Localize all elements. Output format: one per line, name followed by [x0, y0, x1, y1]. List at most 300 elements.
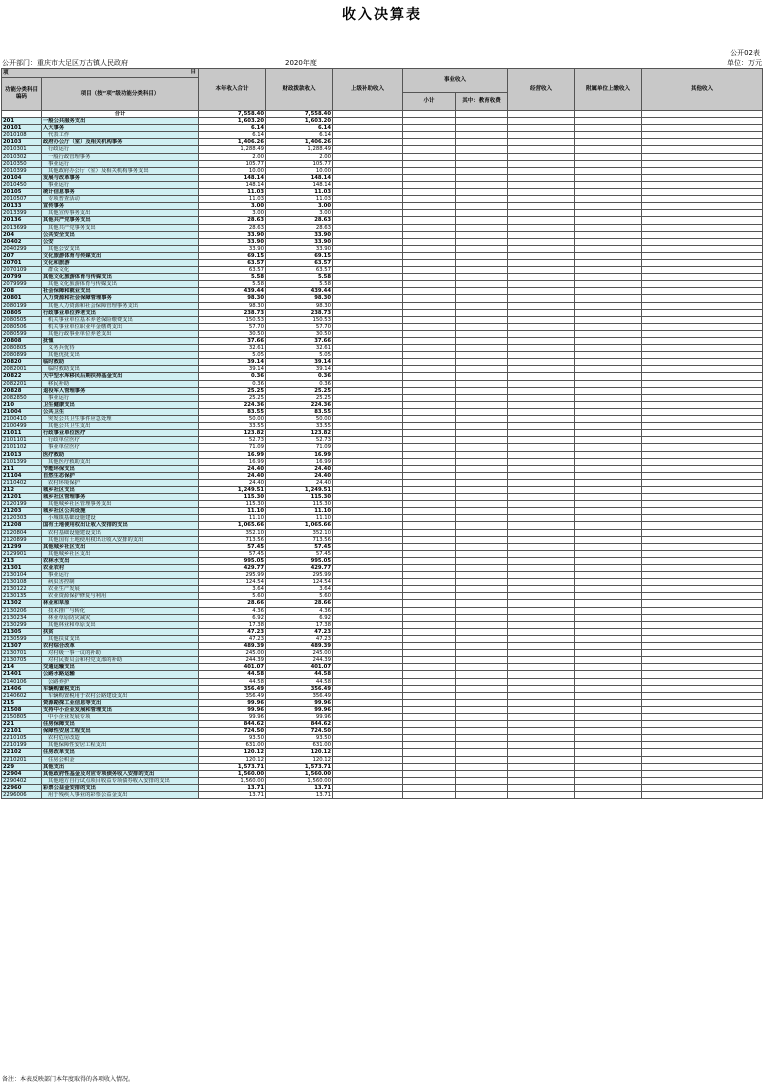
empty-cell [456, 345, 508, 352]
row-fiscal-grant: 57.45 [266, 543, 333, 550]
row-code: 2070109 [2, 267, 42, 274]
empty-cell [456, 401, 508, 408]
empty-cell [403, 692, 456, 699]
empty-cell [403, 735, 456, 742]
empty-cell [333, 274, 403, 281]
empty-cell [403, 316, 456, 323]
row-name: 林业草原防灾减灾 [42, 614, 199, 621]
row-fiscal-grant: 24.40 [266, 472, 333, 479]
row-name: 城乡社区管理事务 [42, 494, 199, 501]
row-total-income: 120.12 [199, 749, 266, 756]
empty-cell [508, 586, 575, 593]
row-fiscal-grant: 5.58 [266, 281, 333, 288]
empty-cell [333, 671, 403, 678]
empty-cell [508, 437, 575, 444]
row-code: 212 [2, 486, 42, 493]
row-code: 2079999 [2, 281, 42, 288]
table-row [2, 189, 763, 196]
row-fiscal-grant: 50.00 [266, 416, 333, 423]
empty-cell [456, 352, 508, 359]
empty-cell [403, 245, 456, 252]
row-total-income: 39.14 [199, 359, 266, 366]
empty-cell [575, 416, 642, 423]
row-code: 2100410 [2, 416, 42, 423]
empty-cell [456, 323, 508, 330]
row-fiscal-grant: 13.71 [266, 784, 333, 791]
row-code: 2101102 [2, 444, 42, 451]
empty-cell [333, 784, 403, 791]
empty-cell [333, 706, 403, 713]
empty-cell [642, 238, 763, 245]
row-name: 城乡社区公共设施 [42, 508, 199, 515]
row-total-income: 98.30 [199, 295, 266, 302]
row-code: 2101399 [2, 458, 42, 465]
row-total-income: 295.99 [199, 572, 266, 579]
empty-cell [508, 139, 575, 146]
empty-cell [642, 345, 763, 352]
table-row [2, 614, 763, 621]
row-name: 群众文化 [42, 267, 199, 274]
empty-cell [456, 657, 508, 664]
row-name: 保障性安居工程支出 [42, 728, 199, 735]
row-name: 其他政府办公厅（室）及相关机构事务支出 [42, 167, 199, 174]
empty-cell [403, 664, 456, 671]
empty-cell [456, 217, 508, 224]
empty-cell [575, 345, 642, 352]
footnote: 备注：本表反映部门本年度取得的各项收入情况。 [2, 1076, 135, 1083]
row-name: 农村基础设施建设支出 [42, 529, 199, 536]
empty-cell [508, 508, 575, 515]
empty-cell [456, 557, 508, 564]
business-income-header: 事业收入 [403, 69, 508, 93]
empty-cell [508, 515, 575, 522]
empty-cell [403, 288, 456, 295]
empty-cell [642, 749, 763, 756]
empty-cell [508, 309, 575, 316]
empty-cell [508, 770, 575, 777]
empty-cell [333, 444, 403, 451]
empty-cell [403, 132, 456, 139]
row-name: 义务兵优待 [42, 345, 199, 352]
empty-cell [456, 770, 508, 777]
row-fiscal-grant: 5.60 [266, 593, 333, 600]
table-row [2, 600, 763, 607]
row-name: 林业和草原 [42, 600, 199, 607]
empty-cell [333, 380, 403, 387]
table-row [2, 437, 763, 444]
empty-cell [575, 288, 642, 295]
row-total-income: 33.90 [199, 238, 266, 245]
empty-cell [333, 118, 403, 125]
row-fiscal-grant: 6.14 [266, 125, 333, 132]
row-name: 机关事业单位基本养老保险缴费支出 [42, 316, 199, 323]
empty-cell [508, 792, 575, 799]
empty-cell [456, 366, 508, 373]
row-code: 22101 [2, 728, 42, 735]
empty-cell [508, 522, 575, 529]
table-row [2, 359, 763, 366]
row-fiscal-grant: 2.00 [266, 153, 333, 160]
row-total-income: 1,603.20 [199, 118, 266, 125]
empty-cell [333, 423, 403, 430]
empty-cell [456, 146, 508, 153]
row-total-income: 47.23 [199, 628, 266, 635]
empty-cell [642, 245, 763, 252]
table-row [2, 557, 763, 564]
table-row [2, 238, 763, 245]
empty-cell [642, 295, 763, 302]
row-name: 医疗救助 [42, 451, 199, 458]
empty-cell [642, 614, 763, 621]
row-name: 行政单位医疗 [42, 437, 199, 444]
empty-cell [456, 784, 508, 791]
empty-cell [575, 125, 642, 132]
table-row [2, 338, 763, 345]
table-row [2, 245, 763, 252]
empty-cell [508, 635, 575, 642]
row-code: 2130705 [2, 657, 42, 664]
empty-cell [403, 572, 456, 579]
empty-cell [456, 274, 508, 281]
row-name: 公共安全支出 [42, 231, 199, 238]
empty-cell [575, 784, 642, 791]
empty-cell [508, 288, 575, 295]
empty-cell [403, 643, 456, 650]
table-row [2, 267, 763, 274]
empty-cell [333, 309, 403, 316]
empty-cell [642, 657, 763, 664]
row-total-income: 6.92 [199, 614, 266, 621]
row-fiscal-grant: 24.40 [266, 479, 333, 486]
total-income-value: 7,558.40 [199, 111, 266, 118]
table-row [2, 777, 763, 784]
table-row [2, 387, 763, 394]
empty-cell [508, 146, 575, 153]
row-fiscal-grant: 148.14 [266, 181, 333, 188]
item-header-label: 项 [3, 69, 9, 76]
row-total-income: 71.09 [199, 444, 266, 451]
empty-cell [642, 565, 763, 572]
empty-cell [575, 309, 642, 316]
empty-cell [403, 366, 456, 373]
empty-cell [508, 281, 575, 288]
empty-cell [642, 224, 763, 231]
empty-cell [403, 146, 456, 153]
empty-cell [508, 401, 575, 408]
row-fiscal-grant: 11.10 [266, 515, 333, 522]
empty-cell [508, 210, 575, 217]
row-name: 一般行政管理事务 [42, 153, 199, 160]
other-income-header: 其他收入 [642, 69, 763, 111]
empty-cell [508, 252, 575, 259]
row-code: 21203 [2, 508, 42, 515]
empty-cell [642, 607, 763, 614]
empty-cell [642, 501, 763, 508]
row-total-income: 4.36 [199, 607, 266, 614]
row-name: 自然生态保护 [42, 472, 199, 479]
row-total-income: 28.63 [199, 224, 266, 231]
row-total-income: 844.62 [199, 721, 266, 728]
empty-cell [642, 316, 763, 323]
table-row [2, 465, 763, 472]
row-total-income: 37.66 [199, 338, 266, 345]
empty-cell [508, 330, 575, 337]
empty-cell [403, 352, 456, 359]
empty-cell [642, 692, 763, 699]
empty-cell [403, 607, 456, 614]
empty-cell [333, 288, 403, 295]
row-fiscal-grant: 1,406.26 [266, 139, 333, 146]
empty-cell [575, 742, 642, 749]
empty-cell [642, 160, 763, 167]
empty-cell [456, 196, 508, 203]
table-body [2, 118, 763, 799]
empty-cell [508, 394, 575, 401]
empty-cell [403, 586, 456, 593]
row-name: 退役军人管理事务 [42, 387, 199, 394]
row-name: 行政运行 [42, 146, 199, 153]
row-total-income: 150.53 [199, 316, 266, 323]
table-row [2, 231, 763, 238]
empty-cell [642, 288, 763, 295]
row-name: 小城镇基础设施建设 [42, 515, 199, 522]
empty-cell [508, 160, 575, 167]
row-code: 210 [2, 401, 42, 408]
fiscal-grant-header: 财政拨款收入 [266, 69, 333, 111]
table-row [2, 167, 763, 174]
empty-cell [508, 692, 575, 699]
table-row [2, 628, 763, 635]
row-fiscal-grant: 98.30 [266, 295, 333, 302]
row-total-income: 123.82 [199, 430, 266, 437]
empty-cell [333, 756, 403, 763]
table-row [2, 550, 763, 557]
row-fiscal-grant: 6.92 [266, 614, 333, 621]
row-fiscal-grant: 1,249.51 [266, 486, 333, 493]
table-row [2, 706, 763, 713]
row-code: 20402 [2, 238, 42, 245]
empty-cell [456, 160, 508, 167]
subtotal-header: 小计 [403, 93, 456, 111]
row-code: 2130299 [2, 621, 42, 628]
row-fiscal-grant: 0.36 [266, 380, 333, 387]
empty-cell [575, 536, 642, 543]
empty-cell [403, 203, 456, 210]
empty-cell [508, 451, 575, 458]
row-name: 统计信息事务 [42, 189, 199, 196]
row-code: 208 [2, 288, 42, 295]
empty-cell [456, 614, 508, 621]
row-total-income: 238.73 [199, 309, 266, 316]
empty-cell [403, 749, 456, 756]
row-fiscal-grant: 356.49 [266, 685, 333, 692]
empty-cell [456, 203, 508, 210]
table-row [2, 458, 763, 465]
empty-cell [456, 735, 508, 742]
empty-cell [508, 657, 575, 664]
empty-cell [575, 706, 642, 713]
row-code: 20808 [2, 338, 42, 345]
table-row [2, 472, 763, 479]
empty-cell [508, 784, 575, 791]
row-fiscal-grant: 11.03 [266, 196, 333, 203]
empty-cell [642, 756, 763, 763]
empty-cell [456, 635, 508, 642]
row-code: 2080506 [2, 323, 42, 330]
empty-cell [403, 713, 456, 720]
row-total-income: 44.58 [199, 678, 266, 685]
row-code: 2130599 [2, 635, 42, 642]
empty-cell [642, 713, 763, 720]
row-total-income: 16.99 [199, 451, 266, 458]
empty-cell [642, 550, 763, 557]
table-row [2, 352, 763, 359]
row-total-income: 148.14 [199, 181, 266, 188]
empty-cell [575, 586, 642, 593]
row-fiscal-grant: 10.00 [266, 167, 333, 174]
empty-cell [456, 593, 508, 600]
row-name: 其他宣传事务支出 [42, 210, 199, 217]
row-total-income: 356.49 [199, 685, 266, 692]
empty-cell [575, 217, 642, 224]
empty-cell [403, 125, 456, 132]
empty-cell [333, 451, 403, 458]
empty-cell [642, 486, 763, 493]
empty-cell [508, 267, 575, 274]
empty-cell [456, 465, 508, 472]
table-row [2, 586, 763, 593]
row-name: 公路水路运输 [42, 671, 199, 678]
table-row [2, 323, 763, 330]
row-total-income: 356.49 [199, 692, 266, 699]
row-name: 公路养护 [42, 678, 199, 685]
empty-cell [575, 423, 642, 430]
table-row [2, 408, 763, 415]
row-name: 行政事业单位养老支出 [42, 309, 199, 316]
empty-cell [403, 621, 456, 628]
empty-cell [642, 508, 763, 515]
empty-cell [575, 600, 642, 607]
row-fiscal-grant: 99.96 [266, 713, 333, 720]
empty-cell [575, 607, 642, 614]
row-code: 2080505 [2, 316, 42, 323]
empty-cell [403, 267, 456, 274]
empty-cell [403, 181, 456, 188]
row-name: 城乡社区支出 [42, 486, 199, 493]
empty-cell [403, 174, 456, 181]
row-code: 2296006 [2, 792, 42, 799]
empty-cell [403, 522, 456, 529]
row-code: 2080899 [2, 352, 42, 359]
empty-cell [508, 777, 575, 784]
table-row [2, 685, 763, 692]
empty-cell [575, 770, 642, 777]
empty-cell [575, 763, 642, 770]
row-code: 2210201 [2, 756, 42, 763]
empty-cell [333, 565, 403, 572]
row-code: 201 [2, 118, 42, 125]
row-name: 农村危房改造 [42, 735, 199, 742]
empty-cell [403, 565, 456, 572]
empty-cell [508, 699, 575, 706]
row-fiscal-grant: 1,560.00 [266, 770, 333, 777]
empty-cell [508, 713, 575, 720]
empty-cell [403, 515, 456, 522]
total-row [2, 111, 763, 118]
empty-cell [575, 274, 642, 281]
row-total-income: 33.90 [199, 231, 266, 238]
empty-cell [508, 472, 575, 479]
empty-cell [508, 742, 575, 749]
row-name: 农村综合改革 [42, 643, 199, 650]
empty-cell [456, 451, 508, 458]
row-total-income: 245.00 [199, 650, 266, 657]
empty-cell [508, 614, 575, 621]
empty-cell [642, 543, 763, 550]
empty-cell [642, 430, 763, 437]
table-row [2, 309, 763, 316]
empty-cell [333, 352, 403, 359]
empty-cell [456, 508, 508, 515]
empty-cell [456, 153, 508, 160]
empty-cell [642, 728, 763, 735]
row-total-income: 352.10 [199, 529, 266, 536]
empty-cell [403, 508, 456, 515]
empty-cell [456, 174, 508, 181]
empty-cell [575, 685, 642, 692]
empty-cell [508, 572, 575, 579]
empty-cell [403, 550, 456, 557]
empty-cell [642, 600, 763, 607]
row-total-income: 1,065.66 [199, 522, 266, 529]
empty-cell [508, 245, 575, 252]
row-fiscal-grant: 713.56 [266, 536, 333, 543]
empty-cell [575, 643, 642, 650]
row-total-income: 489.39 [199, 643, 266, 650]
empty-cell [508, 231, 575, 238]
row-name: 病虫害控制 [42, 579, 199, 586]
row-code: 2120303 [2, 515, 42, 522]
empty-cell [333, 735, 403, 742]
empty-cell [403, 635, 456, 642]
table-row [2, 274, 763, 281]
empty-cell [508, 189, 575, 196]
empty-cell [575, 394, 642, 401]
row-fiscal-grant: 3.00 [266, 210, 333, 217]
row-code: 20822 [2, 373, 42, 380]
empty-cell [333, 713, 403, 720]
empty-cell [456, 189, 508, 196]
table-row [2, 444, 763, 451]
empty-cell [575, 387, 642, 394]
empty-cell [575, 501, 642, 508]
table-row [2, 543, 763, 550]
empty-cell [508, 721, 575, 728]
row-fiscal-grant: 28.66 [266, 600, 333, 607]
empty-cell [575, 543, 642, 550]
row-total-income: 5.60 [199, 593, 266, 600]
empty-cell [575, 749, 642, 756]
empty-cell [575, 458, 642, 465]
table-row [2, 494, 763, 501]
empty-cell [456, 543, 508, 550]
row-name: 专项普查活动 [42, 196, 199, 203]
row-code: 2120199 [2, 501, 42, 508]
empty-cell [642, 359, 763, 366]
empty-cell [403, 777, 456, 784]
empty-cell [333, 245, 403, 252]
row-name: 车辆购置税支出 [42, 685, 199, 692]
